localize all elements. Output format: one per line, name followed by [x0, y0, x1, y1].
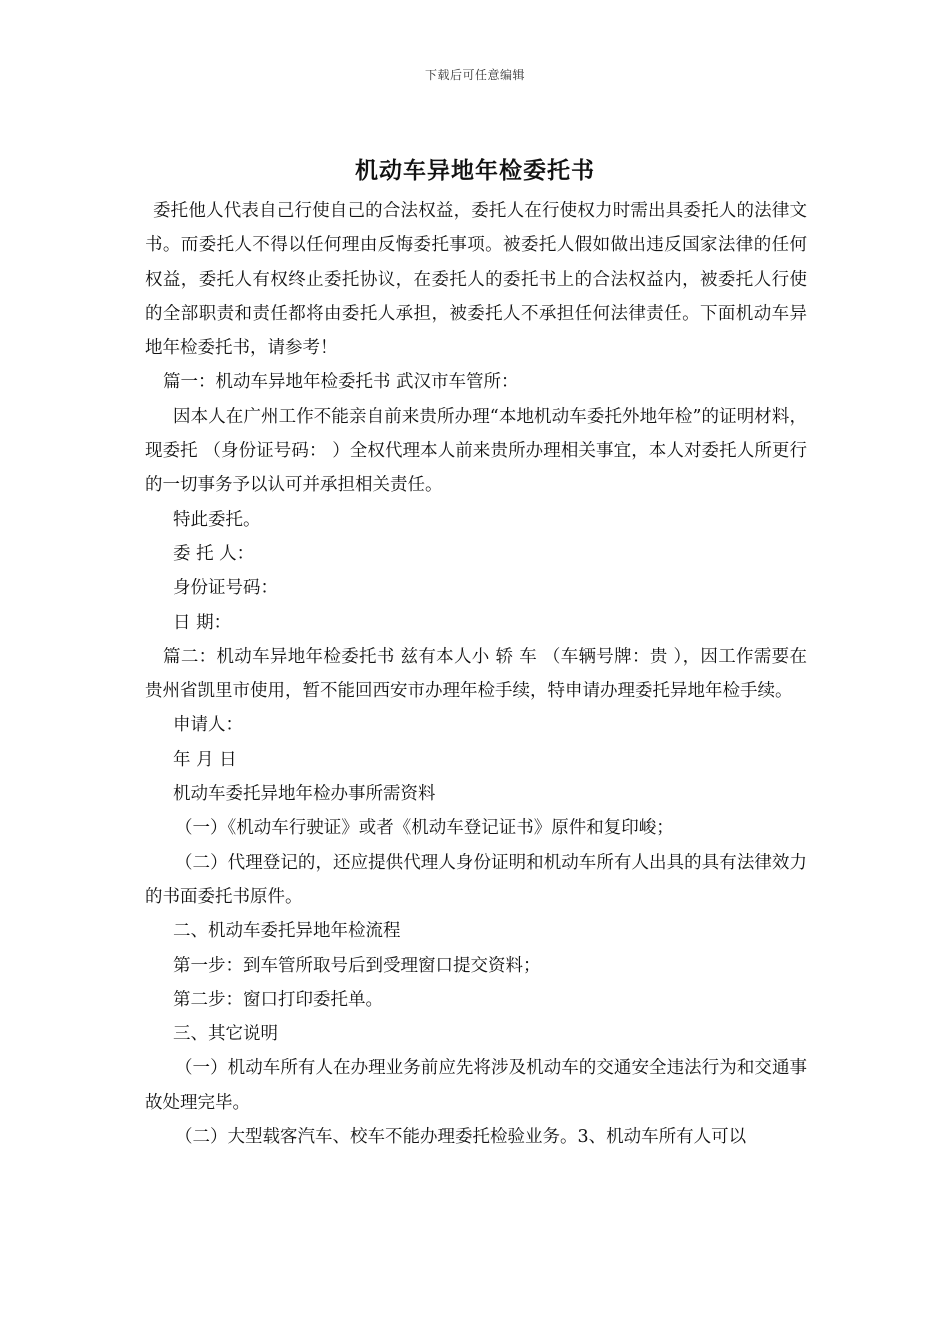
process-heading: 二、机动车委托异地年检流程: [173, 921, 401, 942]
intro-paragraph: 委托他人代表自己行使自己的合法权益，委托人在行使权力时需出具委托人的法律文书。而委托人不得以任何理由反悔委托事项。被委托人假如做出违反国家法律的任何权益，委托人有权终止委托协议，在委托人的委托书上的合法权益内，被委托人行使的全部职责和责任都将由委托人承担，被委托人不承担任何法律责任。下面机动车异地年检委托书，请参考！: [145, 201, 807, 359]
principal-field: 委 托 人：: [173, 543, 255, 564]
process-step-2: 第二步：窗口打印委托单。: [173, 989, 383, 1010]
section-one-closing: 特此委托。: [173, 509, 261, 530]
note-item-2: （二）大型载客汽车、校车不能办理委托检验业务。3、机动车所有人可以: [175, 1127, 747, 1148]
note-item-1: （一）机动车所有人在办理业务前应先将涉及机动车的交通安全违法行为和交通事故处理完毕。: [145, 1058, 807, 1113]
applicant-field: 申请人：: [173, 715, 243, 736]
year-month-day-field: 年 月 日: [173, 749, 237, 770]
document-body: [145, 194, 807, 1154]
notes-heading: 三、其它说明: [173, 1024, 278, 1045]
process-step-1: 第一步：到车管所取号后到受理窗口提交资料；: [173, 955, 541, 976]
material-item-1: （一）《机动车行驶证》或者《机动车登记证书》原件和复印峻；: [175, 818, 674, 839]
section-one-heading: 篇一：机动车异地年检委托书 武汉市车管所：: [163, 372, 519, 393]
required-materials-heading: 机动车委托异地年检办事所需资料: [173, 784, 436, 805]
date-field: 日 期：: [173, 612, 232, 633]
section-one-body: 因本人在广州工作不能亲自前来贵所办理“本地机动车委托外地年检”的证明材料，现委托 （身份证号码： ）全权代理本人前来贵所办理相关事宜，本人对委托人所更行的一切事务予以认可并承担相关责任。: [145, 406, 807, 496]
material-item-2: （二）代理登记的，还应提供代理人身份证明和机动车所有人出具的具有法律效力的书面委托书原件。: [145, 852, 807, 907]
page-title: 机动车异地年检委托书: [355, 157, 595, 184]
id-number-field: 身份证号码：: [173, 578, 278, 599]
header-note: 下载后可任意编辑: [424, 68, 525, 82]
section-two-paragraph: 篇二：机动车异地年检委托书 兹有本人小 轿 车 （车辆号牌：贵 ），因工作需要在贵州省凯里市使用，暂不能回西安市办理年检手续，特申请办理委托异地年检手续。: [145, 646, 807, 702]
